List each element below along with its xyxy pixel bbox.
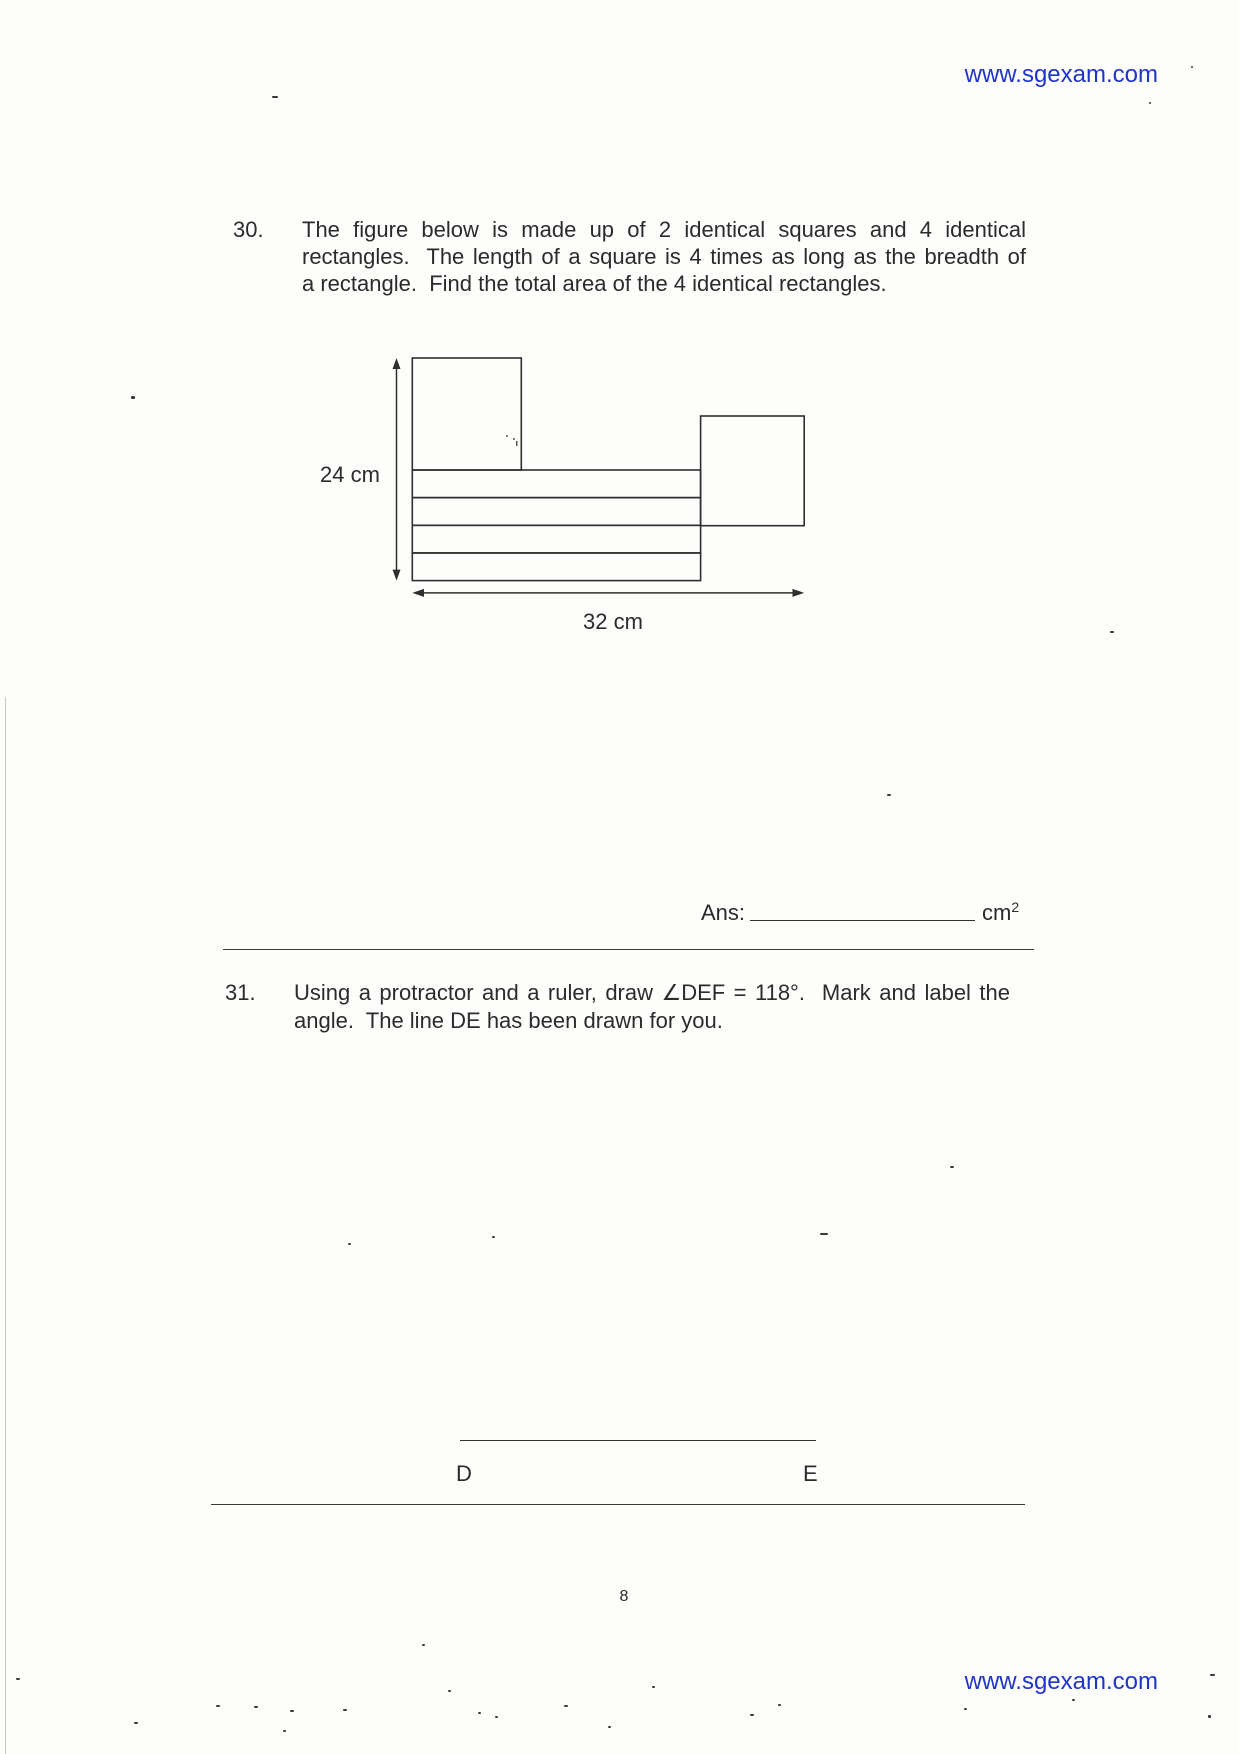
scan-speck xyxy=(750,1714,754,1716)
point-d-label: D xyxy=(456,1461,472,1486)
question-30-line: The figure below is made up of 2 identical squares and 4 identical xyxy=(302,217,1026,242)
scan-speck xyxy=(216,1705,220,1707)
section-divider xyxy=(223,949,1034,950)
scan-speck xyxy=(887,794,891,796)
scan-speck xyxy=(1208,1715,1211,1718)
scan-speck xyxy=(1149,102,1151,104)
squares-rectangles-figure xyxy=(380,340,840,610)
height-label: 24 cm xyxy=(320,462,380,487)
scan-speck xyxy=(492,1236,495,1238)
scan-speck xyxy=(343,1709,347,1711)
scan-speck xyxy=(820,1233,828,1235)
answer-label: Ans: xyxy=(701,900,746,925)
left-square xyxy=(412,358,521,470)
width-label: 32 cm xyxy=(583,609,643,634)
width-dimension-arrow xyxy=(412,589,804,597)
rectangle-2 xyxy=(412,498,700,526)
scan-speck xyxy=(506,435,518,446)
scan-speck xyxy=(495,1716,498,1718)
question-31-line: Using a protractor and a ruler, draw ∠DEF = 118°. Mark and label the xyxy=(294,980,1010,1005)
scan-speck xyxy=(608,1726,611,1728)
scan-speck xyxy=(778,1704,781,1706)
scan-speck xyxy=(1210,1674,1215,1676)
right-square xyxy=(701,416,805,526)
answer-blank xyxy=(750,920,975,921)
footer-url: www.sgexam.com xyxy=(964,1668,1158,1695)
answer-unit-superscript: 2 xyxy=(1011,899,1020,915)
header-url: www.sgexam.com xyxy=(964,61,1158,88)
scan-edge-line xyxy=(5,697,6,1754)
scan-speck xyxy=(1110,631,1114,633)
question-31-text xyxy=(294,979,1010,1035)
answer-unit-text: cm xyxy=(982,900,1012,925)
scan-speck xyxy=(1072,1699,1075,1701)
scan-speck xyxy=(134,1722,138,1724)
scan-speck xyxy=(348,1243,351,1245)
scan-speck xyxy=(254,1706,258,1708)
question-31-number: 31. xyxy=(225,980,256,1005)
question-30-line: a rectangle. Find the total area of the 4 identical rectangles. xyxy=(302,271,887,296)
point-e-label: E xyxy=(803,1461,818,1486)
rectangle-4 xyxy=(412,553,700,581)
height-dimension-arrow xyxy=(393,358,401,581)
scan-speck xyxy=(16,1678,20,1680)
rectangle-3 xyxy=(412,525,700,553)
question-30-number: 30. xyxy=(233,217,264,242)
page-number: 8 xyxy=(619,1588,629,1605)
scan-speck xyxy=(422,1644,425,1646)
scan-speck xyxy=(448,1690,451,1692)
scan-speck xyxy=(950,1166,954,1168)
scan-speck xyxy=(564,1705,568,1707)
rectangle-1 xyxy=(412,470,700,498)
scan-speck xyxy=(272,96,278,98)
scan-speck xyxy=(652,1686,655,1688)
scan-speck xyxy=(1191,66,1193,68)
scan-speck xyxy=(290,1710,294,1712)
scan-speck xyxy=(478,1712,481,1714)
question-30-text xyxy=(302,216,1026,297)
answer-unit xyxy=(982,900,1019,926)
line-de xyxy=(460,1440,816,1441)
scan-speck xyxy=(964,1708,967,1710)
scan-speck xyxy=(283,1730,286,1732)
question-31-line: angle. The line DE has been drawn for you. xyxy=(294,1008,723,1033)
scan-speck xyxy=(131,396,135,399)
question-30-line: rectangles. The length of a square is 4 times as long as the breadth of xyxy=(302,244,1026,269)
section-divider xyxy=(211,1504,1025,1505)
